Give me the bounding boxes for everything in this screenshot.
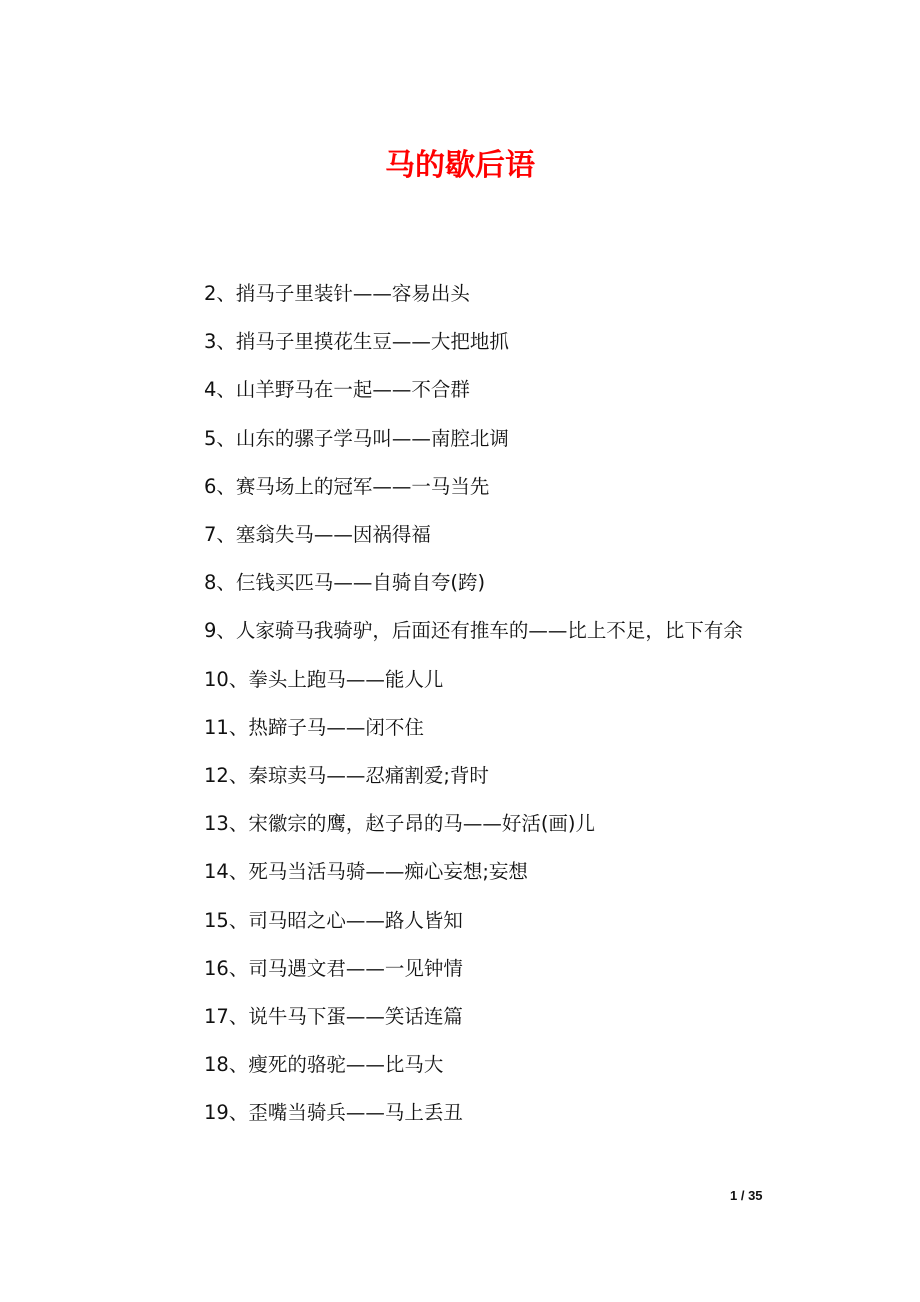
list-item: 3、捎马子里摸花生豆——大把地抓 [204, 330, 509, 354]
list-item: 8、仨钱买匹马——自骑自夸(跨) [204, 571, 486, 595]
list-item: 15、司马昭之心——路人皆知 [204, 908, 463, 932]
list-item: 17、说牛马下蛋——笑话连篇 [204, 1005, 463, 1029]
list-item: 14、死马当活马骑——痴心妄想;妄想 [204, 860, 528, 884]
list-item: 7、塞翁失马——因祸得福 [204, 523, 431, 547]
list-item: 4、山羊野马在一起——不合群 [204, 378, 470, 402]
list-item: 11、热蹄子马——闭不住 [204, 715, 424, 739]
list-item: 9、人家骑马我骑驴，后面还有推车的——比上不足，比下有余 [204, 619, 743, 643]
list-item: 16、司马遇文君——一见钟情 [204, 956, 463, 980]
list-item: 19、歪嘴当骑兵——马上丢丑 [204, 1101, 463, 1125]
document-body [140, 270, 780, 1138]
page-number: 1 / 35 [730, 1188, 763, 1203]
list-item: 12、秦琼卖马——忍痛割爱;背时 [204, 764, 489, 788]
document-title: 马的歇后语 [385, 148, 535, 183]
list-item: 2、捎马子里装针——容易出头 [204, 282, 470, 305]
list-item: 5、山东的骡子学马叫——南腔北调 [204, 426, 509, 450]
list-item: 10、拳头上跑马——能人儿 [204, 667, 444, 691]
list-item: 13、宋徽宗的鹰，赵子昂的马——好活(画)儿 [204, 812, 596, 836]
list-item: 6、赛马场上的冠军——一马当先 [204, 474, 490, 498]
list-item: 18、瘦死的骆驼——比马大 [204, 1053, 444, 1077]
